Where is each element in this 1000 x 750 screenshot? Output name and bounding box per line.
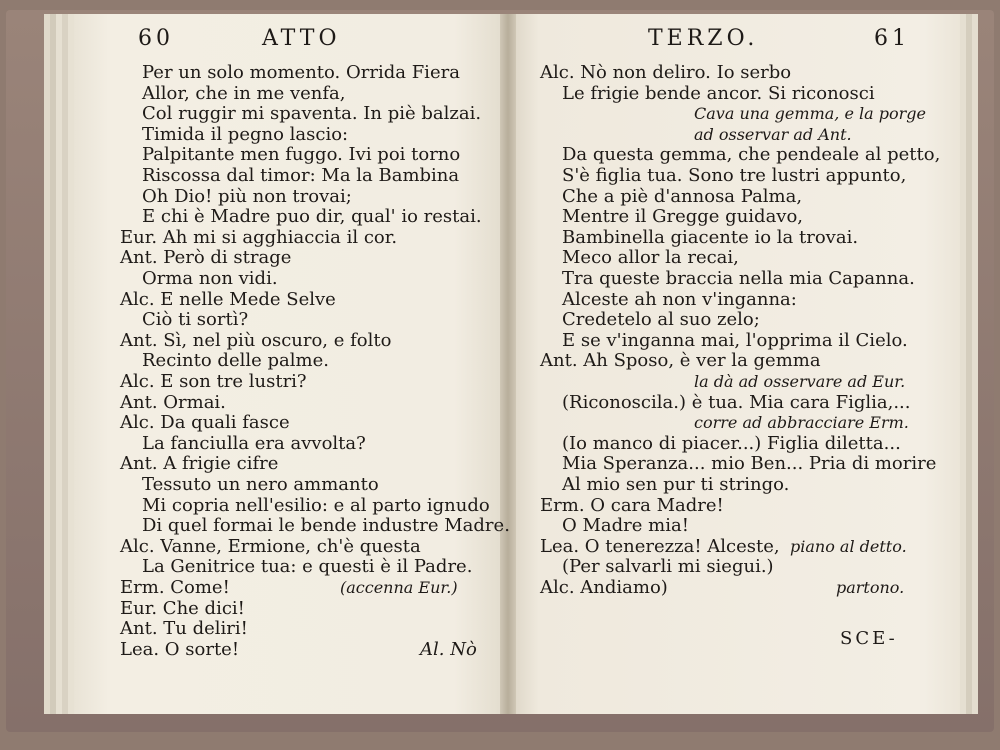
- right-line: E se v'inganna mai, l'opprima il Cielo.: [562, 329, 908, 351]
- left-line: Per un solo momento. Orrida Fiera: [142, 62, 460, 83]
- right-stage-direction: partono.: [836, 578, 905, 597]
- right-line: Cava una gemma, e la porge: [694, 104, 926, 124]
- right-line: Erm. O cara Madre!: [540, 494, 724, 516]
- catchword: SCE-: [840, 628, 898, 649]
- book-gutter: [500, 14, 516, 714]
- right-line: Che a piè d'annosa Palma,: [562, 185, 803, 207]
- right-line: Lea. O tenerezza! Alceste,: [540, 535, 780, 557]
- left-line: Alc. Vanne, Ermione, ch'è questa: [120, 535, 421, 557]
- right-running-header: TERZO.: [648, 26, 759, 51]
- left-page-number: 60: [138, 26, 174, 51]
- right-line: la dà ad osservare ad Eur.: [694, 372, 906, 391]
- left-stage-direction: Al. Nò: [420, 638, 477, 660]
- right-line: O Madre mia!: [562, 515, 689, 537]
- left-line: E chi è Madre puo dir, qual' io restai.: [142, 206, 482, 228]
- right-line: S'è figlia tua. Sono tre lustri appunto,: [562, 165, 907, 186]
- right-line: Al mio sen pur ti stringo.: [562, 474, 790, 495]
- left-line: Ant. A frigie cifre: [120, 453, 279, 475]
- right-line: Ant. Ah Sposo, è ver la gemma: [540, 350, 821, 372]
- right-line: Credetelo al suo zelo;: [562, 309, 760, 331]
- left-line: Orma non vidi.: [142, 268, 278, 289]
- right-line: (Riconoscila.) è tua. Mia cara Figlia,...: [562, 391, 911, 413]
- left-line: Oh Dio! più non trovai;: [142, 185, 352, 207]
- left-line: Riscossa dal timor: Ma la Bambina: [142, 165, 460, 186]
- right-line: Mentre il Gregge guidavo,: [562, 206, 804, 228]
- left-stage-direction: (accenna Eur.): [340, 578, 458, 597]
- left-line: Di quel formai le bende industre Madre.: [142, 515, 510, 537]
- left-line: Ant. Sì, nel più oscuro, e folto: [120, 329, 392, 351]
- right-line: corre ad abbracciare Erm.: [694, 413, 909, 433]
- left-line: Ant. Tu deliri!: [120, 618, 248, 640]
- left-line: Erm. Come!: [120, 577, 230, 598]
- left-line: La fanciulla era avvolta?: [142, 432, 366, 454]
- left-line: Alc. E son tre lustri?: [120, 371, 307, 392]
- right-line: Da questa gemma, che pendeale al petto,: [562, 144, 941, 166]
- left-running-header: ATTO: [262, 26, 341, 51]
- left-line: Allor, che in me venfa,: [142, 82, 346, 104]
- left-line: La Genitrice tua: e questi è il Padre.: [142, 556, 473, 578]
- left-line: Ciò ti sortì?: [142, 309, 249, 331]
- right-line: Alc. Andiamo): [540, 577, 668, 598]
- left-line: Mi copria nell'esilio: e al parto ignudo: [142, 494, 490, 516]
- right-line: Alc. Nò non deliro. Io serbo: [540, 62, 792, 83]
- left-line: Palpitante men fuggo. Ivi poi torno: [142, 144, 461, 166]
- left-line: Alc. E nelle Mede Selve: [120, 288, 336, 310]
- left-line: Col ruggir mi spaventa. In piè balzai.: [142, 103, 482, 125]
- right-line: Alceste ah non v'inganna:: [562, 288, 797, 310]
- right-line: ad osservar ad Ant.: [694, 124, 852, 144]
- left-line: Eur. Che dici!: [120, 597, 245, 619]
- left-line: Eur. Ah mi si agghiaccia il cor.: [120, 226, 398, 248]
- left-line: Timida il pegno lascio:: [142, 123, 349, 145]
- right-line: (Per salvarli mi siegui.): [562, 556, 774, 578]
- left-line: Ant. Però di strage: [120, 247, 292, 269]
- left-line: Lea. O sorte!: [120, 638, 240, 660]
- right-line: Le frigie bende ancor. Si riconosci: [562, 82, 875, 104]
- right-line: Bambinella giacente io la trovai.: [562, 226, 859, 248]
- left-line: Recinto delle palme.: [142, 350, 329, 372]
- right-line: (Io manco di piacer...) Figlia diletta...: [562, 432, 901, 454]
- right-page-number: 61: [874, 26, 910, 51]
- right-line: Meco allor la recai,: [562, 247, 739, 269]
- right-stage-direction: piano al detto.: [790, 536, 907, 556]
- left-line: Tessuto un nero ammanto: [142, 474, 379, 495]
- left-line: Alc. Da quali fasce: [120, 412, 290, 434]
- left-line: Ant. Ormai.: [120, 391, 226, 413]
- right-line: Mia Speranza... mio Ben... Pria di morire: [562, 453, 937, 475]
- right-line: Tra queste braccia nella mia Capanna.: [562, 268, 915, 289]
